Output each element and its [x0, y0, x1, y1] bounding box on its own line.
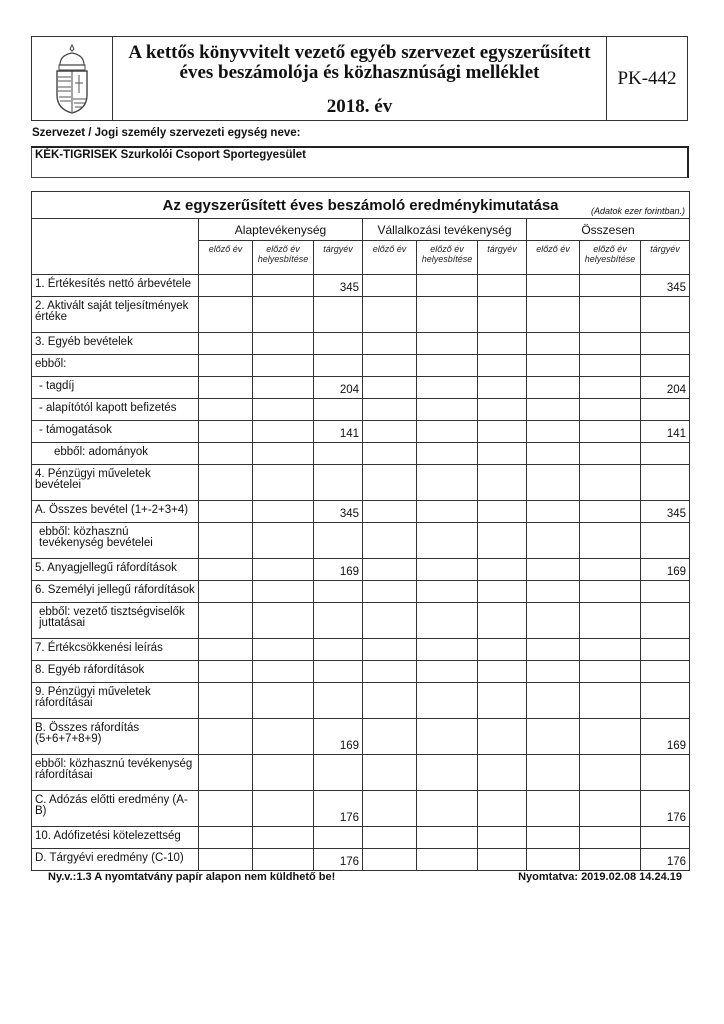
organization-name-field[interactable] — [31, 146, 689, 178]
value-cell[interactable] — [527, 465, 580, 501]
value-cell[interactable] — [199, 355, 253, 377]
value-cell[interactable] — [580, 355, 641, 377]
value-cell[interactable] — [580, 333, 641, 355]
value-cell[interactable] — [417, 719, 478, 755]
row-label: ebből: — [32, 355, 199, 377]
value-cell[interactable] — [417, 421, 478, 443]
form-code: PK-442 — [617, 67, 677, 89]
value-cell[interactable] — [641, 333, 690, 355]
table-row — [32, 421, 690, 443]
value-cell[interactable] — [527, 661, 580, 683]
value-cell[interactable] — [314, 333, 363, 355]
table-row — [32, 791, 690, 827]
value-cell[interactable] — [363, 355, 417, 377]
value-cell[interactable] — [199, 275, 253, 297]
table-row — [32, 581, 690, 603]
value-cell[interactable] — [641, 399, 690, 421]
value-cell[interactable] — [314, 639, 363, 661]
value-cell[interactable] — [417, 333, 478, 355]
value-cell[interactable] — [478, 639, 527, 661]
value-cell[interactable] — [641, 827, 690, 849]
value-cell[interactable] — [641, 639, 690, 661]
value-cell[interactable] — [199, 639, 253, 661]
value-cell[interactable] — [314, 581, 363, 603]
table-row — [32, 603, 690, 639]
value-cell[interactable] — [253, 355, 314, 377]
value-cell[interactable] — [363, 603, 417, 639]
subcolumn-header: tárgyév — [641, 241, 690, 275]
footer-printed-timestamp: Nyomtatva: 2019.02.08 14.24.19 — [518, 871, 682, 883]
value-cell[interactable] — [363, 849, 417, 871]
value-cell[interactable] — [527, 275, 580, 297]
table-row — [32, 333, 690, 355]
hungarian-coat-of-arms-icon — [52, 43, 92, 115]
form-header — [31, 36, 688, 121]
value-cell[interactable] — [199, 755, 253, 791]
value-cell[interactable] — [527, 559, 580, 581]
unit-note: (Adatok ezer forintban.) — [590, 206, 686, 216]
value-cell[interactable] — [253, 377, 314, 399]
value-cell[interactable] — [253, 719, 314, 755]
value-cell[interactable] — [363, 443, 417, 465]
value-cell[interactable] — [199, 661, 253, 683]
value-cell[interactable] — [527, 297, 580, 333]
table-row — [32, 523, 690, 559]
table-row — [32, 355, 690, 377]
table-row — [32, 377, 690, 399]
value-cell[interactable] — [314, 399, 363, 421]
value-cell[interactable] — [417, 275, 478, 297]
income-statement-table — [31, 191, 690, 871]
value-cell[interactable] — [253, 755, 314, 791]
value-cell[interactable] — [641, 661, 690, 683]
row-label: - alapítótól kapott befizetés — [32, 399, 199, 421]
report-title-cell — [32, 192, 690, 219]
value-cell[interactable] — [199, 399, 253, 421]
value-cell[interactable]: 169 — [641, 559, 690, 581]
value-cell[interactable] — [580, 523, 641, 559]
value-cell[interactable] — [314, 297, 363, 333]
row-label: 6. Személyi jellegű ráfordítások — [32, 581, 199, 603]
value-cell[interactable] — [363, 297, 417, 333]
value-cell[interactable] — [417, 523, 478, 559]
row-label: 7. Értékcsökkenési leírás — [32, 639, 199, 661]
subcolumn-header: előző év — [527, 241, 580, 275]
value-cell[interactable] — [641, 355, 690, 377]
value-cell[interactable] — [253, 581, 314, 603]
value-cell[interactable] — [417, 443, 478, 465]
row-label: 9. Pénzügyi műveletek ráfordításai — [32, 683, 199, 719]
value-cell[interactable] — [363, 683, 417, 719]
value-cell[interactable] — [363, 523, 417, 559]
row-label: 5. Anyagjellegű ráfordítások — [32, 559, 199, 581]
value-cell[interactable] — [417, 639, 478, 661]
table-row — [32, 661, 690, 683]
value-cell[interactable] — [314, 443, 363, 465]
value-cell[interactable] — [580, 421, 641, 443]
value-cell[interactable] — [478, 581, 527, 603]
value-cell[interactable] — [478, 791, 527, 827]
subcolumn-header: tárgyév — [478, 241, 527, 275]
value-cell[interactable] — [527, 399, 580, 421]
value-cell[interactable] — [253, 603, 314, 639]
value-cell[interactable] — [580, 603, 641, 639]
value-cell[interactable] — [417, 661, 478, 683]
value-cell[interactable] — [253, 399, 314, 421]
row-label: 3. Egyéb bevételek — [32, 333, 199, 355]
value-cell[interactable] — [417, 501, 478, 523]
row-label: D. Tárgyévi eredmény (C-10) — [32, 849, 199, 871]
value-cell[interactable] — [417, 849, 478, 871]
value-cell[interactable] — [580, 755, 641, 791]
value-cell[interactable] — [527, 639, 580, 661]
value-cell[interactable] — [580, 581, 641, 603]
value-cell[interactable]: 345 — [641, 275, 690, 297]
table-row — [32, 719, 690, 755]
value-cell[interactable] — [363, 465, 417, 501]
value-cell[interactable] — [314, 827, 363, 849]
value-cell[interactable] — [478, 333, 527, 355]
value-cell[interactable] — [363, 333, 417, 355]
value-cell[interactable] — [478, 399, 527, 421]
value-cell[interactable] — [417, 465, 478, 501]
table-row — [32, 683, 690, 719]
value-cell[interactable]: 141 — [314, 421, 363, 443]
organization-name: KÉK-TIGRISEK Szurkolói Csoport Sportegyesület — [35, 149, 306, 161]
value-cell[interactable]: 141 — [641, 421, 690, 443]
form-title — [113, 37, 607, 120]
value-cell[interactable] — [314, 603, 363, 639]
value-cell[interactable] — [417, 755, 478, 791]
value-cell[interactable] — [478, 421, 527, 443]
value-cell[interactable] — [478, 501, 527, 523]
value-cell[interactable] — [199, 581, 253, 603]
row-label: C. Adózás előtti eredmény (A-B) — [32, 791, 199, 827]
value-cell[interactable] — [527, 603, 580, 639]
value-cell[interactable] — [363, 639, 417, 661]
value-cell[interactable] — [478, 465, 527, 501]
value-cell[interactable] — [580, 443, 641, 465]
value-cell[interactable] — [199, 827, 253, 849]
value-cell[interactable] — [478, 755, 527, 791]
value-cell[interactable] — [417, 297, 478, 333]
value-cell[interactable]: 176 — [641, 791, 690, 827]
value-cell[interactable] — [580, 683, 641, 719]
table-row — [32, 849, 690, 871]
value-cell[interactable] — [527, 501, 580, 523]
value-cell[interactable] — [314, 661, 363, 683]
value-cell[interactable] — [314, 465, 363, 501]
value-cell[interactable] — [580, 559, 641, 581]
row-label: ebből: közhasznú tevékenység ráfordításai — [32, 755, 199, 791]
report-year: 2018. év — [326, 96, 393, 117]
value-cell[interactable] — [253, 683, 314, 719]
value-cell[interactable] — [314, 683, 363, 719]
value-cell[interactable] — [580, 465, 641, 501]
subcolumn-header: tárgyév — [314, 241, 363, 275]
value-cell[interactable] — [580, 849, 641, 871]
value-cell[interactable] — [253, 559, 314, 581]
group-header-business: Vállalkozási tevékenység — [363, 219, 527, 241]
value-cell[interactable] — [580, 639, 641, 661]
value-cell[interactable] — [253, 421, 314, 443]
value-cell[interactable] — [363, 275, 417, 297]
title-line-1: A kettős könyvvitelt vezető egyéb szervezet egyszerűsített — [128, 42, 591, 63]
value-cell[interactable] — [253, 639, 314, 661]
value-cell[interactable] — [199, 501, 253, 523]
value-cell[interactable] — [417, 791, 478, 827]
value-cell[interactable] — [199, 559, 253, 581]
value-cell[interactable] — [363, 399, 417, 421]
value-cell[interactable] — [314, 355, 363, 377]
value-cell[interactable] — [199, 791, 253, 827]
value-cell[interactable] — [363, 661, 417, 683]
value-cell[interactable]: 345 — [314, 501, 363, 523]
value-cell[interactable] — [253, 827, 314, 849]
value-cell[interactable] — [253, 661, 314, 683]
value-cell[interactable] — [417, 581, 478, 603]
row-label: 1. Értékesítés nettó árbevétele — [32, 275, 199, 297]
value-cell[interactable] — [199, 603, 253, 639]
value-cell[interactable] — [363, 581, 417, 603]
table-row — [32, 443, 690, 465]
value-cell[interactable] — [253, 523, 314, 559]
value-cell[interactable] — [363, 719, 417, 755]
value-cell[interactable] — [527, 827, 580, 849]
value-cell[interactable] — [253, 501, 314, 523]
value-cell[interactable] — [478, 275, 527, 297]
value-cell[interactable] — [363, 377, 417, 399]
value-cell[interactable]: 345 — [641, 501, 690, 523]
report-title: Az egyszerűsített éves beszámoló eredménykimutatása — [162, 196, 559, 214]
row-label: - tagdíj — [32, 377, 199, 399]
value-cell[interactable] — [641, 683, 690, 719]
value-cell[interactable] — [199, 683, 253, 719]
value-cell[interactable] — [478, 849, 527, 871]
value-cell[interactable] — [580, 275, 641, 297]
group-header-total: Összesen — [527, 219, 690, 241]
value-cell[interactable] — [478, 297, 527, 333]
value-cell[interactable] — [580, 399, 641, 421]
value-cell[interactable]: 176 — [641, 849, 690, 871]
subcolumn-header: előző év — [199, 241, 253, 275]
value-cell[interactable] — [417, 399, 478, 421]
value-cell[interactable] — [527, 581, 580, 603]
table-row — [32, 755, 690, 791]
value-cell[interactable] — [580, 377, 641, 399]
table-row — [32, 465, 690, 501]
value-cell[interactable] — [478, 683, 527, 719]
value-cell[interactable] — [253, 275, 314, 297]
value-cell[interactable] — [199, 377, 253, 399]
row-label: 8. Egyéb ráfordítások — [32, 661, 199, 683]
value-cell[interactable] — [417, 355, 478, 377]
value-cell[interactable] — [363, 755, 417, 791]
value-cell[interactable] — [580, 661, 641, 683]
value-cell[interactable] — [363, 501, 417, 523]
value-cell[interactable] — [527, 421, 580, 443]
row-label: 4. Pénzügyi műveletek bevételei — [32, 465, 199, 501]
value-cell[interactable] — [199, 523, 253, 559]
value-cell[interactable] — [253, 443, 314, 465]
group-header-basic: Alaptevékenység — [199, 219, 363, 241]
value-cell[interactable] — [641, 297, 690, 333]
table-row — [32, 559, 690, 581]
value-cell[interactable] — [527, 377, 580, 399]
title-line-2: éves beszámolója és közhasznúsági melléklet — [179, 62, 540, 83]
value-cell[interactable] — [527, 333, 580, 355]
value-cell[interactable] — [641, 523, 690, 559]
value-cell[interactable] — [253, 791, 314, 827]
value-cell[interactable] — [527, 523, 580, 559]
value-cell[interactable]: 176 — [314, 849, 363, 871]
subcolumn-header: előző év helyesbítése — [580, 241, 641, 275]
value-cell[interactable] — [478, 377, 527, 399]
value-cell[interactable] — [478, 827, 527, 849]
value-cell[interactable] — [417, 827, 478, 849]
value-cell[interactable]: 169 — [641, 719, 690, 755]
row-label: - támogatások — [32, 421, 199, 443]
value-cell[interactable] — [253, 849, 314, 871]
value-cell[interactable] — [363, 559, 417, 581]
value-cell[interactable] — [478, 603, 527, 639]
value-cell[interactable] — [641, 581, 690, 603]
value-cell[interactable] — [363, 421, 417, 443]
value-cell[interactable]: 169 — [314, 559, 363, 581]
value-cell[interactable] — [641, 465, 690, 501]
row-label: A. Összes bevétel (1+-2+3+4) — [32, 501, 199, 523]
row-label: 2. Aktivált saját teljesítmények értéke — [32, 297, 199, 333]
value-cell[interactable]: 204 — [314, 377, 363, 399]
row-label: 10. Adófizetési kötelezettség — [32, 827, 199, 849]
subcolumn-header: előző év helyesbítése — [253, 241, 314, 275]
value-cell[interactable] — [199, 849, 253, 871]
value-cell[interactable] — [641, 755, 690, 791]
value-cell[interactable] — [253, 333, 314, 355]
value-cell[interactable] — [527, 719, 580, 755]
value-cell[interactable] — [527, 755, 580, 791]
value-cell[interactable] — [253, 297, 314, 333]
value-cell[interactable] — [580, 501, 641, 523]
value-cell[interactable] — [527, 849, 580, 871]
value-cell[interactable] — [199, 297, 253, 333]
value-cell[interactable] — [580, 297, 641, 333]
value-cell[interactable] — [417, 683, 478, 719]
row-label: B. Összes ráfordítás (5+6+7+8+9) — [32, 719, 199, 755]
value-cell[interactable] — [580, 791, 641, 827]
value-cell[interactable] — [417, 559, 478, 581]
value-cell[interactable] — [478, 661, 527, 683]
value-cell[interactable] — [199, 333, 253, 355]
row-label: ebből: vezető tisztségviselők juttatásai — [32, 603, 199, 639]
value-cell[interactable] — [199, 443, 253, 465]
value-cell[interactable] — [527, 443, 580, 465]
value-cell[interactable]: 345 — [314, 275, 363, 297]
value-cell[interactable] — [253, 465, 314, 501]
table-row — [32, 639, 690, 661]
label-header-cell — [32, 219, 199, 275]
value-cell[interactable]: 176 — [314, 791, 363, 827]
value-cell[interactable] — [417, 603, 478, 639]
value-cell[interactable] — [641, 603, 690, 639]
value-cell[interactable]: 204 — [641, 377, 690, 399]
subcolumn-header: előző év — [363, 241, 417, 275]
report-rows — [32, 275, 690, 871]
value-cell[interactable] — [580, 719, 641, 755]
value-cell[interactable] — [314, 523, 363, 559]
value-cell[interactable] — [363, 827, 417, 849]
value-cell[interactable] — [363, 791, 417, 827]
value-cell[interactable] — [478, 559, 527, 581]
table-row — [32, 827, 690, 849]
value-cell[interactable] — [478, 355, 527, 377]
value-cell[interactable] — [199, 719, 253, 755]
value-cell[interactable] — [478, 719, 527, 755]
value-cell[interactable] — [641, 443, 690, 465]
value-cell[interactable] — [417, 377, 478, 399]
coat-of-arms-logo — [32, 37, 113, 120]
value-cell[interactable] — [527, 683, 580, 719]
value-cell[interactable] — [478, 443, 527, 465]
footer-notice: Ny.v.:1.3 A nyomtatvány papír alapon nem küldhető be! — [48, 871, 336, 883]
table-row — [32, 297, 690, 333]
value-cell[interactable] — [478, 523, 527, 559]
value-cell[interactable] — [527, 791, 580, 827]
table-row — [32, 501, 690, 523]
value-cell[interactable] — [314, 755, 363, 791]
value-cell[interactable] — [199, 421, 253, 443]
row-label: ebből: adományok — [32, 443, 199, 465]
table-row — [32, 275, 690, 297]
value-cell[interactable] — [580, 827, 641, 849]
value-cell[interactable]: 169 — [314, 719, 363, 755]
subcolumn-header: előző év helyesbítése — [417, 241, 478, 275]
value-cell[interactable] — [527, 355, 580, 377]
value-cell[interactable] — [199, 465, 253, 501]
row-label: ebből: közhasznú tevékenység bevételei — [32, 523, 199, 559]
organization-label: Szervezet / Jogi személy szervezeti egység neve: — [32, 127, 301, 139]
table-row — [32, 399, 690, 421]
